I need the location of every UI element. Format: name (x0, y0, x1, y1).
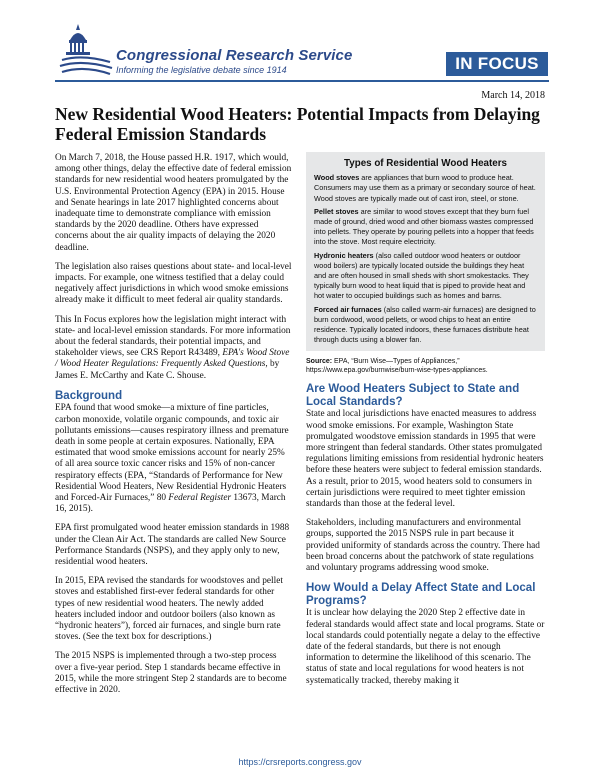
background-paragraph-1: EPA found that wood smoke—a mixture of fine particles, carbon monoxide, volatile organic compounds, and toxic air pollutants emissions—causes respiratory illness and premature death in some people at certain exposures. Nationally, EPA estimated that wood smoke emissions account for nearly 25% of all area source toxic cancer risks and 15% of non-cancer respiratory effects (EPA, “Standards of Performance for New Residential Wood Heaters, New Residential Hydronic Heaters and Forced-Air Furnaces,” 80 Federal Register 13673, March 16, 2015). (55, 403, 289, 515)
background-paragraph-2: EPA first promulgated wood heater emission standards in 1988 under the Clean Air Act. The standards are called New Source Performance Standards (NSPS), and they apply only to new, residential wood heaters. (55, 523, 290, 567)
right-column (306, 152, 545, 695)
hydronic-heaters-item: Hydronic heaters (also called outdoor wood heaters or outdoor wood boilers) are typically located outside the buildings they heat and are often housed in small sheds with short smokestacks. They typically burn wood to heat liquid that is piped to provide heat and hot water to occupied buildings such as homes and barns. (314, 250, 529, 301)
crs-report-paragraph: This In Focus explores how the legislation might interact with state- and local-level emission standards. For more information about the federal standards, their potential impacts, and stakeholder views, see CRS Report R43489, EPA's Wood Stove / Wood Heater Regulations: Frequently Asked Questions, by James E. McCarthy and Kate C. Shouse. (55, 314, 291, 381)
state-local-paragraph-1: State and local jurisdictions have enacted measures to address wood smoke emissions. For example, Washington State promulgated woodstove emission standards in 1995 that were more stringent than federal standards. Other states promulgated regulations limiting emissions from residential hydronic heaters before these heaters were subject to federal emission standards. As a result, prior to 2015, wood heaters sold to consumers in certain jurisdictions were required to meet tighter emission standards than those at the federal level. (306, 409, 544, 510)
heater-types-text-box (306, 152, 545, 351)
left-column (55, 153, 292, 704)
delay-impact-heading: How Would a Delay Affect State and Local Programs? (306, 582, 536, 607)
background-heading: Background (55, 389, 123, 402)
wood-stoves-item: Wood stoves are appliances that burn wood to produce heat. Consumers may use them as a primary or secondary source of heat. Wood stoves are typically made out of cast iron, steel, or stone. (314, 173, 536, 203)
delay-impact-paragraph: It is unclear how delaying the 2020 Step 2 effective date in federal standards would affect state and local programs. State or local standards could potentially negate a delay to the effective date of the federal standards, but there is not enough information to determine the likelihood of this scenario. The status of state and local regulations for wood heaters is not systematically tracked, thereby making it (306, 608, 545, 686)
state-local-heading: Are Wood Heaters Subject to State and Local Standards? (306, 383, 520, 408)
background-paragraph-4: The 2015 NSPS is implemented through a two-step process over a five-year period. Step 1 standards became effective in 2015, while the more stringent Step 2 standards are to become effective in 2020. (55, 651, 287, 696)
in-focus-badge: IN FOCUS (446, 52, 548, 76)
legislation-paragraph: The legislation also raises questions about state- and local-level impacts. For example, one witness testified that a delay could negatively affect jurisdictions in which wood smoke emissions already make it difficult to meet federal air quality standards. (55, 261, 292, 306)
crs-capitol-logo-icon (58, 22, 114, 78)
page-title: New Residential Wood Heaters: Potential Impacts from Delaying Federal Emission Standards (55, 104, 540, 144)
state-local-paragraph-2: Stakeholders, including manufacturers and environmental groups, supported the 2015 NSPS rule in part because it provided uniformity of standards across the country. There had been broad concerns about the patchwork of state regulations and voluntary programs addressing wood smoke. (306, 518, 540, 574)
pellet-stoves-item: Pellet stoves are similar to wood stoves except that they burn fuel made of ground, dried wood and other biomass wastes compressed into pellets. They operate by pouring pellets into a hopper that feeds into the stove. Most require electricity. (314, 206, 534, 247)
intro-paragraph: On March 7, 2018, the House passed H.R. 1917, which would, among other things, delay the effective date of federal emission standards for new residential wood heaters promulgated by the U.S. Environmental Protection Agency (EPA) in 2015. House and Senate hearings in late 2017 highlighted concerns about inadequate time to demonstrate compliance with emission standards by the 2020 deadline. Others have expressed concerns about the air quality impacts of delaying the 2020 deadline. (55, 153, 292, 253)
header-divider (55, 80, 549, 82)
text-box-title: Types of Residential Wood Heaters (344, 158, 507, 169)
org-name: Congressional Research Service (116, 47, 353, 64)
text-box-source: Source: EPA, “Burn Wise—Types of Appliances,” https://www.epa.gov/burnwise/burn-wise-types-appliances. (306, 358, 488, 375)
footer-url[interactable]: https://crsreports.congress.gov (238, 757, 362, 767)
publication-date: March 14, 2018 (481, 90, 545, 101)
background-paragraph-3: In 2015, EPA revised the standards for woodstoves and pellet stoves and established first-ever federal standards for other types of new residential wood heaters. The newly added heaters included indoor and outdoor boilers (also known as “hydronic heaters”), forced air furnaces, and single burn rate stoves. (See the text box for descriptions.) (55, 576, 283, 643)
forced-air-furnaces-item: Forced air furnaces (also called warm-air furnaces) are designed to burn cordwood, wood pellets, or wood chips to heat an entire residence. Typically located indoors, these furnaces distribute heat through ducts using a blower fan. (314, 304, 536, 345)
org-tagline: Informing the legislative debate since 1914 (116, 65, 287, 75)
crs-report-link[interactable]: EPA's Wood Stove / Wood Heater Regulations: Frequently Asked Questions (55, 348, 290, 370)
